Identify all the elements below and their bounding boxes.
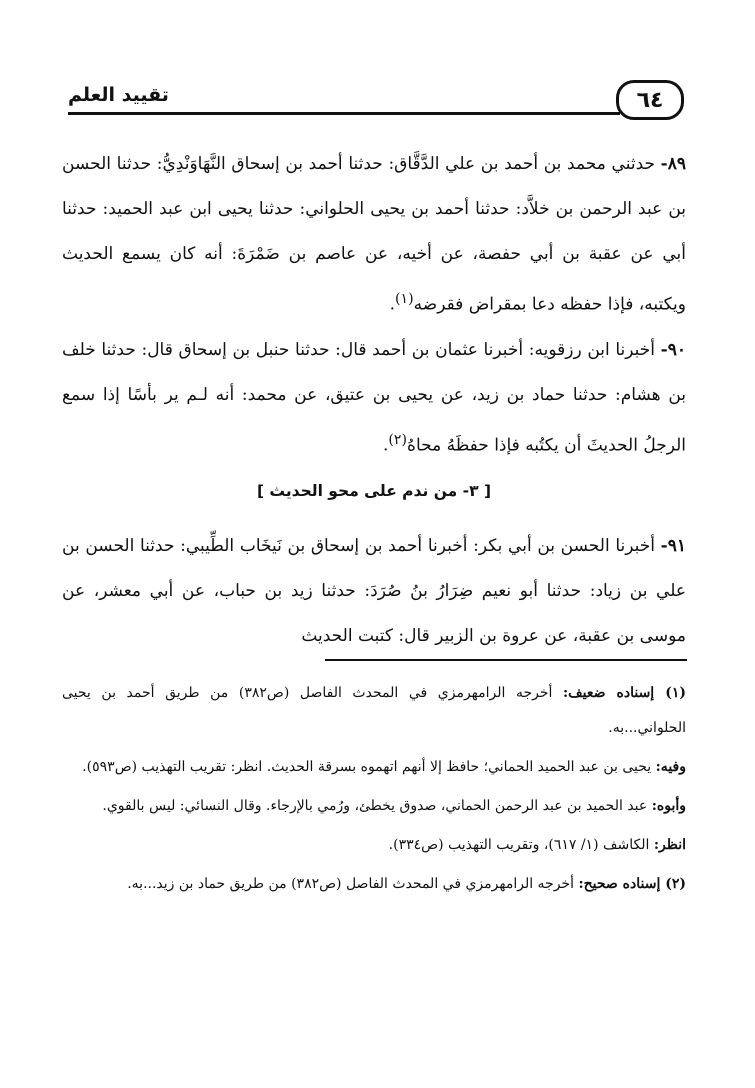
header-rule bbox=[68, 112, 620, 115]
footnote-lead: وفيه: bbox=[655, 759, 686, 775]
footnote-text: عبد الحميد بن عبد الرحمن الحماني، صدوق يخطئ، ورُمي بالإرجاء. وقال النسائي: ليس بالقوي. bbox=[102, 798, 652, 814]
hadith-text: أخبرنا الحسن بن أبي بكر: أخبرنا أحمد بن إسحاق بن نَيخَاب الطِّيبي: حدثنا الحسن بن علي بن زياد: حدثنا أبو نعيم ضِرَارُ بنُ صُرَدَ: حدثنا زيد بن حباب، عن أبي معشر، عن موسى بن عقبة، عن عروة بن الزبير قال: كتبت الحديث bbox=[62, 536, 686, 647]
footnote-text: أخرجه الرامهرمزي في المحدث الفاصل (ص٣٨٢) من طريق حماد بن زيد...به. bbox=[127, 876, 579, 892]
footnote bbox=[62, 828, 686, 863]
hadith-89 bbox=[62, 142, 686, 328]
hadith-91 bbox=[62, 524, 686, 659]
footnote-separator bbox=[325, 659, 687, 661]
hadith-90 bbox=[62, 328, 686, 469]
footnote-text: الكاشف (١/ ٦١٧)، وتقريب التهذيب (ص٣٣٤). bbox=[388, 837, 654, 853]
hadith-end: . bbox=[389, 294, 395, 315]
footnote bbox=[62, 676, 686, 746]
page-header bbox=[60, 62, 690, 118]
hadith-end: . bbox=[382, 435, 389, 456]
footnote-text: يحيى بن عبد الحميد الحماني؛ حافظ إلا أنهم اتهموه بسرقة الحديث. انظر: تقريب التهذيب (ص٥٩٣). bbox=[82, 759, 656, 775]
footnote-lead: وأبوه: bbox=[651, 798, 686, 814]
footnote-ref: (٢) bbox=[388, 431, 408, 448]
footnote-lead: انظر: bbox=[653, 837, 686, 853]
section-title: [ ٣- من ندم على محو الحديث ] bbox=[256, 482, 492, 501]
hadith-number: ٩٠- bbox=[660, 339, 686, 360]
page-number-badge bbox=[616, 80, 684, 120]
running-title: تقييد العلم bbox=[68, 84, 169, 106]
hadith-text: حدثني محمد بن أحمد بن علي الدَّقَّاق: حدثنا أحمد بن إسحاق النَّهَاوَنْدِيُّ: حدثنا الحسن بن عبد الرحمن بن خلاَّد: حدثنا أحمد بن يحيى الحلواني: حدثنا يحيى ابن عبد الحميد: حدثنا أبي عن عقبة بن أبي حفصة، عن أخيه، عن عاصم بن ضَمْرَةَ: أنه كان يسمع الحديث ويكتبه، فإذا حفظه دعا بمقراض فقرضه bbox=[62, 154, 686, 315]
footnote-text: أخرجه الرامهرمزي في المحدث الفاصل (ص٣٨٢) من طريق أحمد بن يحيى الحلواني...به. bbox=[62, 685, 686, 736]
footnote-ref: (١) bbox=[394, 291, 414, 307]
hadith-number: ٩١- bbox=[660, 536, 686, 557]
hadith-text: أخبرنا ابن رزقويه: أخبرنا عثمان بن أحمد قال: حدثنا حنبل بن إسحاق قال: حدثنا خلف بن هشام: حدثنا حماد بن زيد، عن يحيى بن عتيق، عن محمد: أنه لـم ير بأسًا إذا سمع الرجلُ الحديثَ أن يكتُبه فإذا حفظَهُ محاهُ bbox=[62, 339, 686, 456]
footnote bbox=[62, 750, 686, 785]
footnote bbox=[62, 789, 686, 824]
page-number: ٦٤ bbox=[636, 87, 664, 113]
main-text bbox=[62, 142, 686, 659]
footnotes bbox=[62, 676, 686, 906]
footnote-lead: (٢) إسناده صحيح: bbox=[578, 876, 686, 892]
footnote-lead: (١) إسناده ضعيف: bbox=[562, 685, 686, 701]
hadith-number: ٨٩- bbox=[660, 154, 686, 174]
footnote bbox=[62, 867, 686, 902]
